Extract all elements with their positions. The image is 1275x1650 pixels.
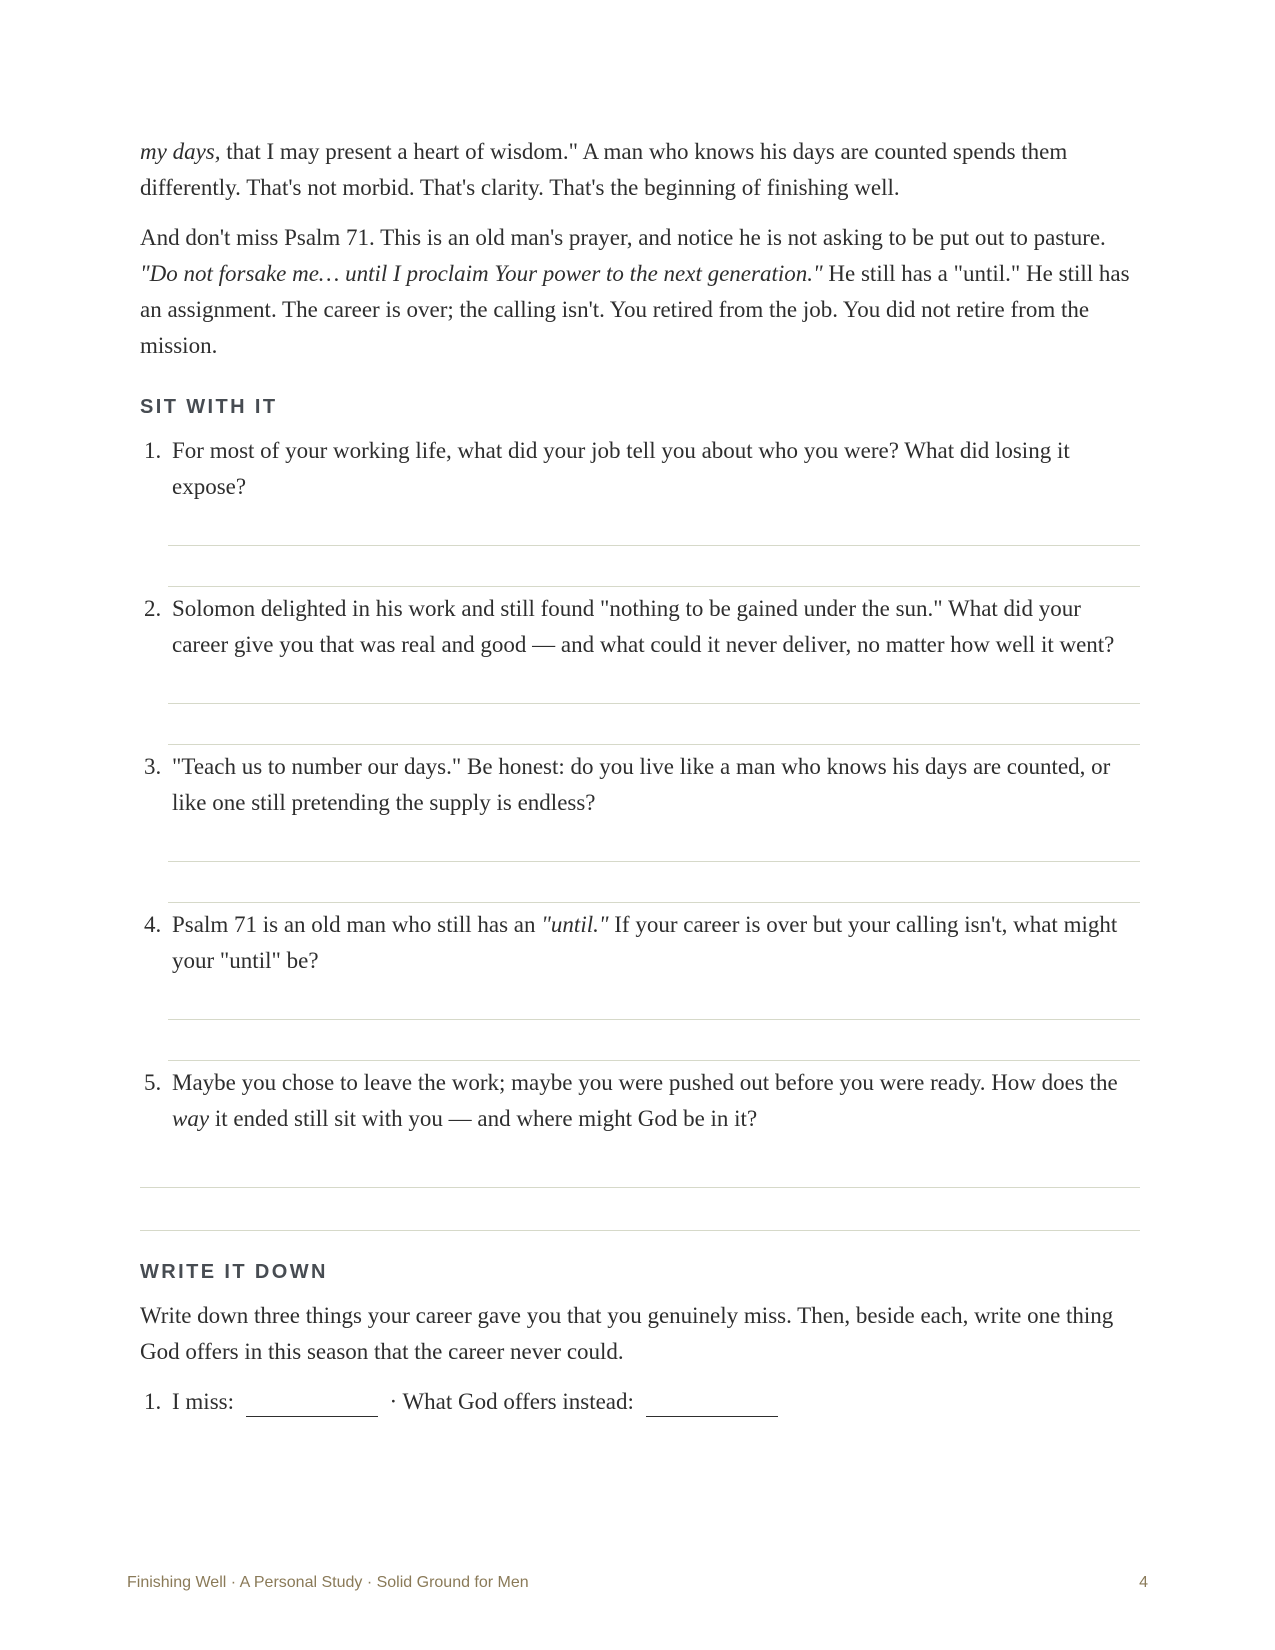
- question-emphasis: "until.": [541, 912, 609, 937]
- question-item: [140, 433, 1140, 505]
- answer-line[interactable]: [140, 1230, 1140, 1231]
- question-number: 2.: [144, 596, 162, 621]
- answer-line[interactable]: [168, 1060, 1140, 1061]
- page-footer: [127, 1574, 1148, 1592]
- write-it-down-heading: WRITE IT DOWN: [140, 1261, 328, 1283]
- answer-line[interactable]: [168, 586, 1140, 587]
- answer-line[interactable]: [168, 902, 1140, 903]
- question-number: 1.: [144, 438, 162, 463]
- question-text: Solomon delighted in his work and still found "nothing to be gained under the sun." What did your career give you that was real and good — and what could it never deliver, no matter how well it went?: [172, 596, 1115, 657]
- intro-paragraph-2: [140, 220, 1140, 364]
- exercise-item: [140, 1384, 1140, 1420]
- question-item: [140, 749, 1140, 821]
- answer-line[interactable]: [168, 545, 1140, 546]
- page-content: [140, 134, 1140, 1420]
- answer-line[interactable]: [168, 1019, 1140, 1020]
- page-number: 4: [1139, 1574, 1148, 1591]
- question-number: 5.: [144, 1070, 162, 1095]
- question-text-a: Psalm 71 is an old man who still has an: [172, 912, 542, 937]
- intro-p2-text-b: He still has a "until." He still has an assignment. The career is over; the calling isn't. You retired from the job. You did not retire from the mission.: [140, 261, 1130, 358]
- i-miss-label: I miss:: [172, 1389, 234, 1414]
- question-text-b: If your career is over but your calling isn't, what might your "until" be?: [172, 912, 1118, 973]
- write-it-down-instructions: Write down three things your career gave you that you genuinely miss. Then, beside each, write one thing God offers in this season that the career never could.: [140, 1303, 1114, 1364]
- god-offers-blank[interactable]: [646, 1390, 778, 1417]
- question-text: For most of your working life, what did your job tell you about who you were? What did losing it expose?: [172, 438, 1070, 499]
- question-text: "Teach us to number our days." Be honest: do you live like a man who knows his days are counted, or like one still pretending the supply is endless?: [172, 754, 1111, 815]
- question-number: 4.: [144, 912, 162, 937]
- intro-p1-text: that I may present a heart of wisdom." A man who knows his days are counted spends them differently. That's not morbid. That's clarity. That's the beginning of finishing well.: [140, 139, 1068, 200]
- question-text-a: Maybe you chose to leave the work; maybe you were pushed out before you were ready. How does the: [172, 1070, 1118, 1095]
- intro-p1-emphasis: my days,: [140, 139, 221, 164]
- question-text: [172, 907, 1140, 979]
- question-item: [140, 1065, 1140, 1137]
- question-item: [140, 907, 1140, 979]
- exercise-list: [140, 1384, 1140, 1420]
- intro-p2-text-a: And don't miss Psalm 71. This is an old man's prayer, and notice he is not asking to be put out to pasture.: [140, 225, 1106, 250]
- god-offers-label: · What God offers instead:: [389, 1389, 634, 1414]
- question-text: [172, 1065, 1140, 1137]
- answer-line[interactable]: [140, 1187, 1140, 1188]
- footer-title: Finishing Well · A Personal Study · Solid Ground for Men: [127, 1574, 529, 1591]
- answer-line[interactable]: [168, 703, 1140, 704]
- question-number: 3.: [144, 754, 162, 779]
- answer-line[interactable]: [168, 744, 1140, 745]
- intro-p2-quote: "Do not forsake me… until I proclaim Your power to the next generation.": [140, 261, 823, 286]
- exercise-number: 1.: [144, 1389, 162, 1414]
- i-miss-blank[interactable]: [246, 1390, 378, 1417]
- sit-with-it-heading: SIT WITH IT: [140, 396, 278, 418]
- question-text-b: it ended still sit with you — and where might God be in it?: [209, 1106, 758, 1131]
- question-list: [140, 433, 1140, 1231]
- intro-paragraph-1: [140, 134, 1140, 206]
- answer-line[interactable]: [168, 861, 1140, 862]
- question-item: [140, 591, 1140, 663]
- question-emphasis: way: [172, 1106, 210, 1131]
